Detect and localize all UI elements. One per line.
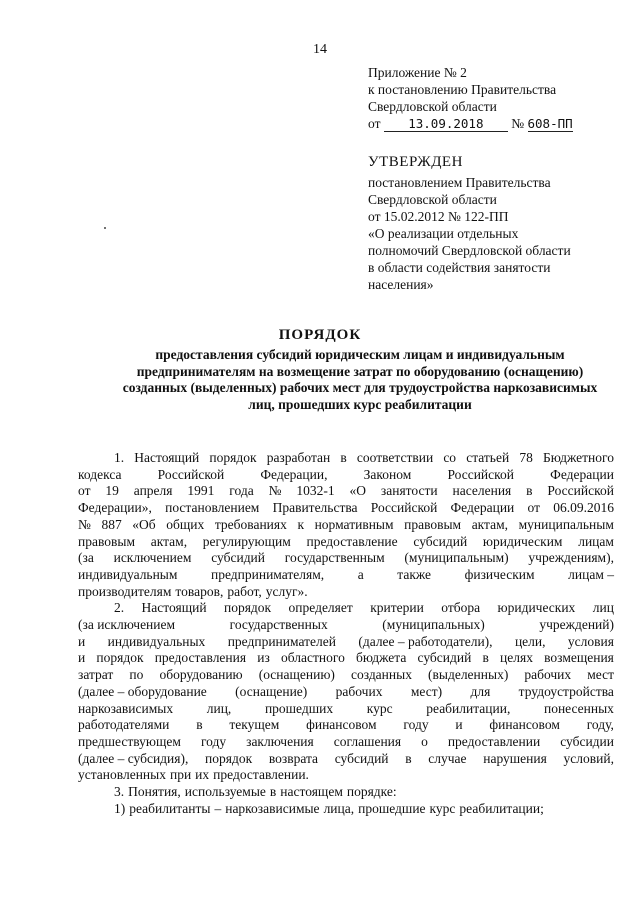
body-word: 2. bbox=[114, 600, 125, 616]
body-word: юридическим bbox=[482, 533, 563, 549]
body-word: рабочих bbox=[335, 683, 383, 699]
body-word: а bbox=[357, 566, 364, 582]
body-word: (муниципальных) bbox=[382, 617, 485, 633]
body-word: статьей bbox=[466, 450, 510, 465]
body-word: случае bbox=[428, 750, 467, 766]
body-word: лица, bbox=[323, 800, 355, 816]
body-word: 1) bbox=[114, 800, 126, 816]
body-word: предпринимателей bbox=[227, 633, 336, 649]
body-word: году, bbox=[586, 717, 614, 733]
body-word: работ, bbox=[227, 583, 262, 599]
body-line bbox=[78, 801, 614, 818]
body-word: регулирующим bbox=[202, 533, 291, 549]
body-word: населения bbox=[452, 483, 512, 499]
date-prefix: от bbox=[368, 116, 381, 131]
body-word: (далее – работодатели), bbox=[358, 633, 493, 649]
document-body bbox=[78, 450, 614, 817]
page-number: 14 bbox=[313, 42, 327, 57]
body-word: нормативным bbox=[314, 516, 394, 532]
body-word: предоставление bbox=[306, 533, 398, 549]
body-word: мест bbox=[587, 667, 614, 683]
body-word: индивидуальных bbox=[107, 633, 206, 649]
body-word: Настоящий bbox=[141, 600, 207, 616]
body-word: определяет bbox=[288, 600, 353, 616]
body-word: их bbox=[195, 767, 210, 783]
body-word: финансовом bbox=[489, 717, 560, 733]
body-line bbox=[78, 701, 614, 718]
body-line bbox=[78, 500, 614, 517]
body-word: муниципальным bbox=[518, 516, 614, 532]
body-word: и bbox=[78, 633, 86, 649]
body-word: году bbox=[200, 733, 227, 749]
body-word: в bbox=[405, 750, 412, 766]
body-line bbox=[78, 483, 614, 500]
body-word: индивидуальным bbox=[78, 566, 178, 582]
body-word: постановлением bbox=[165, 500, 260, 516]
approved-block bbox=[368, 154, 633, 293]
appendix-number: 608-ПП bbox=[527, 116, 573, 131]
body-word: возмещения bbox=[544, 650, 614, 666]
body-word: курс bbox=[366, 700, 393, 716]
body-word: условия bbox=[567, 633, 614, 649]
body-word: Федерации bbox=[450, 500, 515, 516]
body-word: Федерации, bbox=[260, 466, 328, 482]
body-word: порядок bbox=[205, 750, 253, 766]
body-word: оборудованию bbox=[159, 667, 243, 683]
body-word: курс bbox=[429, 800, 456, 816]
body-word: (за bbox=[78, 550, 94, 566]
body-word: о bbox=[421, 733, 428, 749]
body-word: учреждениям), bbox=[528, 550, 614, 566]
body-word: Российской bbox=[370, 500, 438, 516]
body-word: № bbox=[268, 483, 282, 499]
body-word: субсидий bbox=[413, 533, 468, 549]
body-word: областного bbox=[281, 650, 345, 666]
body-word: предоставления bbox=[154, 650, 247, 666]
appendix-date-line bbox=[368, 115, 628, 132]
body-word: исключением bbox=[113, 550, 192, 566]
body-word: и bbox=[78, 650, 86, 666]
body-word: 1. bbox=[114, 450, 125, 465]
body-word: апреля bbox=[133, 483, 173, 499]
body-word: Российской bbox=[447, 466, 514, 482]
body-word: 1032-1 bbox=[296, 483, 335, 499]
body-word: Настоящий bbox=[134, 450, 200, 465]
body-word: затрат bbox=[78, 667, 114, 683]
body-word: – bbox=[214, 800, 222, 816]
body-word: (выделенных) bbox=[428, 667, 509, 683]
body-word: финансовом bbox=[306, 717, 377, 733]
body-word: порядок bbox=[223, 600, 272, 616]
body-word: для bbox=[470, 683, 491, 699]
appendix-block bbox=[368, 64, 628, 132]
body-word: трудоустройства bbox=[518, 683, 614, 699]
body-line bbox=[78, 767, 614, 784]
approved-line: Свердловской области bbox=[368, 192, 497, 207]
body-word: Законом bbox=[363, 466, 412, 482]
body-word: также bbox=[397, 566, 432, 582]
body-word: созданных bbox=[350, 667, 412, 683]
body-line bbox=[78, 617, 614, 634]
body-word: прошедших bbox=[264, 700, 334, 716]
body-word: понесенных bbox=[543, 700, 614, 716]
body-word: Федерации», bbox=[78, 500, 152, 516]
body-word: (оснащение) bbox=[235, 683, 308, 699]
approved-line: «О реализации отдельных bbox=[368, 226, 519, 241]
document-title: ПОРЯДОК bbox=[278, 327, 362, 343]
body-word: соответствии bbox=[356, 450, 434, 465]
body-word: Российской bbox=[157, 466, 225, 482]
approved-line: в области содействия занятости bbox=[368, 260, 551, 275]
approved-line: полномочий Свердловской области bbox=[368, 243, 571, 258]
body-word: бюджета bbox=[356, 650, 407, 666]
body-word: учреждений) bbox=[539, 617, 614, 633]
body-word: Понятия, bbox=[128, 784, 181, 800]
body-word: году bbox=[403, 717, 429, 733]
body-word: товаров, bbox=[175, 583, 224, 599]
body-word: в bbox=[269, 784, 277, 800]
body-line bbox=[78, 550, 614, 567]
body-line bbox=[78, 667, 614, 684]
body-line bbox=[78, 467, 614, 484]
body-line bbox=[78, 584, 614, 601]
body-word: актам, bbox=[471, 516, 509, 532]
body-word: цели, bbox=[514, 633, 546, 649]
approved-title: УТВЕРЖДЕН bbox=[368, 154, 463, 170]
body-word: (далее – субсидия), bbox=[78, 750, 189, 766]
body-word: заключения bbox=[246, 733, 314, 749]
body-word: прошедшие bbox=[358, 800, 426, 816]
body-line bbox=[78, 450, 614, 467]
body-word: предшествующем bbox=[78, 733, 181, 749]
subtitle-line: лиц, прошедших курс реабилитации bbox=[248, 396, 472, 412]
body-word: порядке: bbox=[346, 784, 397, 800]
body-line bbox=[78, 634, 614, 651]
body-word: рабочих bbox=[524, 667, 572, 683]
body-word: в bbox=[526, 483, 533, 499]
body-line bbox=[78, 567, 614, 584]
body-word: (далее – оборудование bbox=[78, 683, 207, 699]
body-word: (оснащению) bbox=[258, 667, 335, 683]
body-word: юридических bbox=[497, 600, 576, 616]
body-word: занятости bbox=[380, 483, 438, 499]
body-word: требованиях bbox=[214, 516, 287, 532]
body-word: 3. bbox=[114, 784, 125, 800]
body-line bbox=[78, 751, 614, 768]
body-word: физическим bbox=[464, 566, 535, 582]
body-word: Правительства bbox=[272, 500, 358, 516]
body-word: в bbox=[340, 450, 347, 465]
body-word: № bbox=[78, 516, 91, 532]
body-word: правовым bbox=[78, 533, 135, 549]
body-word: условий, bbox=[563, 750, 614, 766]
body-word: общих bbox=[166, 516, 205, 532]
body-line bbox=[78, 684, 614, 701]
body-word: 887 bbox=[101, 516, 122, 532]
body-word: государственным bbox=[284, 550, 385, 566]
subtitle-line: предоставления субсидий юридическим лицам и индивидуальным bbox=[155, 347, 565, 362]
body-word: правовым bbox=[404, 516, 462, 532]
appendix-line: Приложение № 2 bbox=[368, 65, 467, 80]
body-word: к bbox=[297, 516, 304, 532]
approved-line: от 15.02.2012 № 122-ПП bbox=[368, 209, 509, 224]
appendix-date: 13.09.2018 bbox=[384, 117, 508, 132]
body-word: работодателями bbox=[78, 717, 170, 733]
body-word: лиц, bbox=[206, 700, 232, 716]
body-word: лицам – bbox=[568, 566, 614, 582]
body-word: настоящем bbox=[280, 784, 343, 800]
body-word: 1991 bbox=[187, 483, 215, 499]
body-word: Бюджетного bbox=[542, 450, 614, 465]
document-subtitle bbox=[100, 347, 620, 413]
body-word: государственных bbox=[229, 617, 328, 633]
body-line bbox=[78, 650, 614, 667]
body-word: Федерации bbox=[550, 466, 614, 482]
body-line bbox=[78, 600, 614, 617]
body-word: соглашения bbox=[333, 733, 402, 749]
body-word: кодекса bbox=[78, 466, 122, 482]
body-word: (за исключением bbox=[78, 617, 176, 633]
body-line bbox=[78, 717, 614, 734]
body-word: производителям bbox=[78, 583, 172, 599]
body-word: от bbox=[527, 500, 540, 516]
body-line bbox=[78, 784, 614, 801]
body-word: услуг». bbox=[265, 583, 308, 599]
body-word: текущем bbox=[229, 717, 280, 733]
body-word: возврата bbox=[268, 750, 319, 766]
body-word: целях bbox=[500, 650, 533, 666]
approved-line: населения» bbox=[368, 277, 434, 292]
body-line bbox=[78, 734, 614, 751]
body-word: при bbox=[169, 767, 192, 783]
body-word: установленных bbox=[78, 767, 166, 783]
body-word: в bbox=[196, 717, 203, 733]
scan-speck bbox=[104, 227, 106, 229]
body-word: критерии bbox=[370, 600, 424, 616]
appendix-line: к постановлению Правительства bbox=[368, 82, 557, 97]
body-word: «О bbox=[349, 483, 367, 499]
body-word: «Об bbox=[132, 516, 156, 532]
body-line bbox=[78, 534, 614, 551]
body-word: и bbox=[455, 717, 463, 733]
body-word: субсидии bbox=[560, 733, 614, 749]
body-word: разработан bbox=[266, 450, 331, 465]
body-word: Российской bbox=[547, 483, 614, 499]
body-word: 06.09.2016 bbox=[553, 500, 614, 516]
approved-line: постановлением Правительства bbox=[368, 175, 551, 190]
body-word: порядок bbox=[96, 650, 144, 666]
body-word: наркозависимых bbox=[78, 700, 174, 716]
appendix-line: Свердловской области bbox=[368, 99, 497, 114]
body-word: наркозависимые bbox=[225, 800, 320, 816]
body-word: субсидий bbox=[417, 650, 472, 666]
body-word: по bbox=[129, 667, 144, 683]
body-line bbox=[78, 517, 614, 534]
body-word: используемые bbox=[184, 784, 266, 800]
body-word: 78 bbox=[519, 450, 533, 465]
body-word: предоставлении bbox=[447, 733, 541, 749]
body-word: субсидий bbox=[334, 750, 389, 766]
body-word: предоставлении. bbox=[213, 767, 309, 783]
body-word: (муниципальным) bbox=[404, 550, 509, 566]
body-word: реабилитации; bbox=[459, 800, 544, 816]
body-word: актам, bbox=[150, 533, 188, 549]
number-prefix: № bbox=[511, 116, 525, 131]
body-word: мест) bbox=[410, 683, 443, 699]
body-word: субсидий bbox=[211, 550, 266, 566]
subtitle-line: созданных (выделенных) рабочих мест для трудоустройства наркозависимых bbox=[122, 380, 598, 395]
body-word: реабилитанты bbox=[129, 800, 211, 816]
subtitle-line: предпринимателям на возмещение затрат по оборудованию (оснащению) bbox=[136, 363, 584, 379]
body-word: отбора bbox=[441, 600, 481, 616]
body-word: со bbox=[443, 450, 457, 465]
body-word: реабилитации, bbox=[426, 700, 511, 716]
body-word: лиц bbox=[592, 600, 614, 616]
body-word: года bbox=[229, 483, 254, 499]
body-word: нарушения bbox=[483, 750, 547, 766]
body-word: порядок bbox=[209, 450, 257, 465]
body-word: в bbox=[482, 650, 489, 666]
body-word: 19 bbox=[105, 483, 119, 499]
body-word: от bbox=[78, 483, 91, 499]
body-word: лицам bbox=[578, 533, 614, 549]
body-word: из bbox=[257, 650, 270, 666]
body-word: предпринимателям, bbox=[211, 566, 325, 582]
